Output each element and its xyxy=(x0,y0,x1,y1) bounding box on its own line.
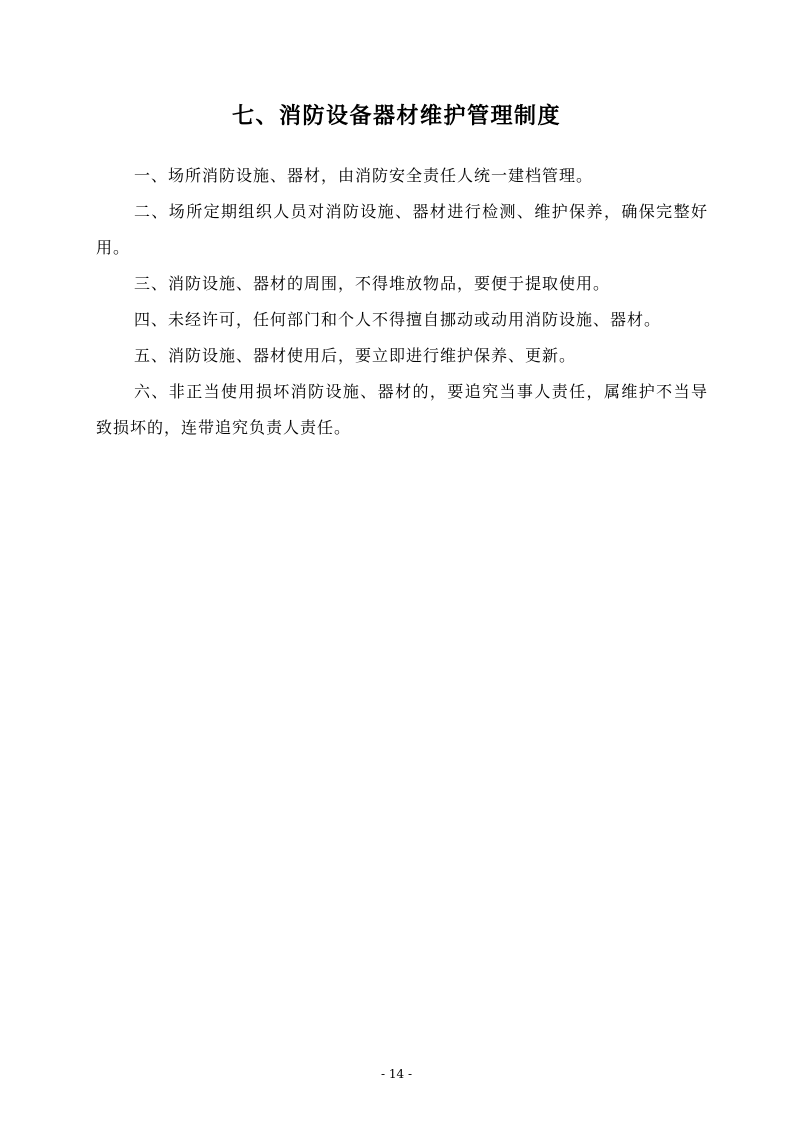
paragraph-2: 二、场所定期组织人员对消防设施、器材进行检测、维护保养，确保完整好用。 xyxy=(96,202,708,257)
paragraph-5: 五、消防设施、器材使用后，要立即进行维护保养、更新。 xyxy=(134,346,577,365)
page-number: - 14 - xyxy=(380,1067,412,1081)
document-body xyxy=(96,158,708,446)
document-title: 七、消防设备器材维护管理制度 xyxy=(231,103,561,129)
paragraph-3: 三、消防设施、器材的周围，不得堆放物品，要便于提取使用。 xyxy=(134,274,611,293)
paragraph-1: 一、场所消防设施、器材，由消防安全责任人统一建档管理。 xyxy=(134,166,594,185)
paragraph-4: 四、未经许可，任何部门和个人不得擅自挪动或动用消防设施、器材。 xyxy=(134,310,662,329)
paragraph-6: 六、非正当使用损坏消防设施、器材的，要追究当事人责任，属维护不当导致损坏的，连带追究负责人责任。 xyxy=(96,382,708,437)
